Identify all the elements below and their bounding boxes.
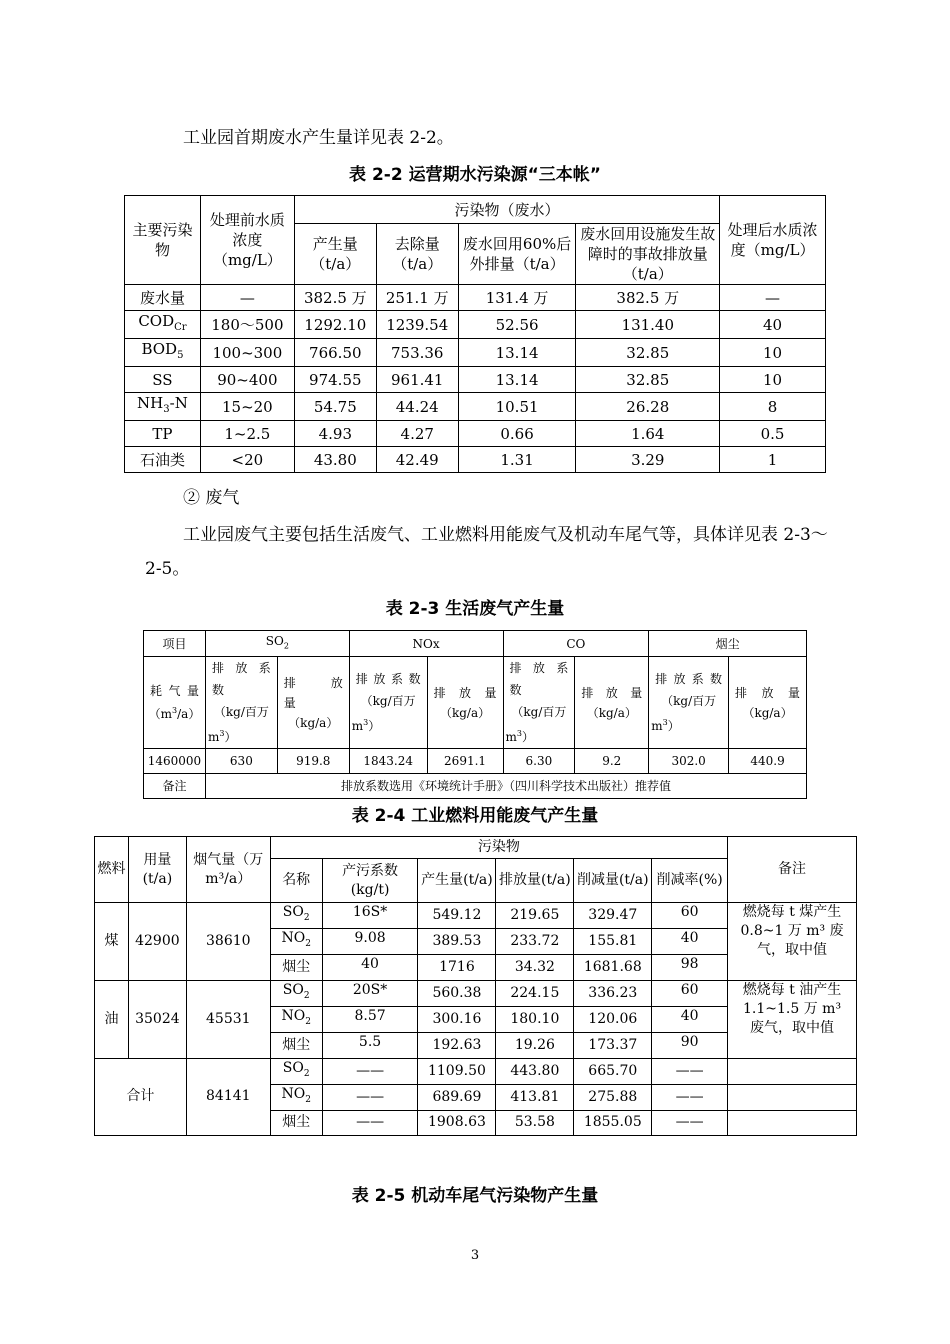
cell-remove: 753.36 — [376, 339, 458, 367]
table-row — [125, 285, 826, 311]
cell-rate: —— — [652, 1084, 728, 1110]
intro-paragraph: 工业园首期废水产生量详见表 2-2。 — [183, 128, 454, 148]
cell-reduce: 173.37 — [574, 1033, 652, 1059]
industrial-fuel-table — [94, 836, 857, 1136]
cell-rate: 60 — [652, 903, 728, 929]
table-row — [125, 447, 826, 473]
cell-produce: 1908.63 — [418, 1110, 496, 1135]
rate-header: 削减率(%) — [652, 859, 728, 903]
emit-header: 排放量(t/a) — [496, 859, 574, 903]
cell-remove: 44.24 — [376, 393, 458, 421]
header-produce: 产生量（t/a） — [294, 224, 376, 285]
cell-produce: 389.53 — [418, 929, 496, 955]
header-before: 处理前水质浓度（mg/L） — [200, 196, 294, 285]
cell-before: 180～500 — [200, 311, 294, 339]
pollutant-name: $SO_2$ — [270, 1059, 322, 1085]
cell-produce: 1109.50 — [418, 1059, 496, 1085]
domestic-gas-table — [143, 630, 807, 799]
cell-emit: 53.58 — [496, 1110, 574, 1135]
produce-header: 产生量(t/a) — [418, 859, 496, 903]
table-row — [125, 421, 826, 447]
cell-accident: 1.64 — [576, 421, 720, 447]
value-cell: 440.9 — [729, 749, 807, 774]
cell-accident: 382.5 万 — [576, 285, 720, 311]
cell-note — [728, 1110, 857, 1135]
pollutant-name: $SO_2$ — [270, 903, 322, 929]
table-row — [95, 1059, 857, 1085]
pollutant-name: $BOD_5$ — [125, 339, 201, 367]
cell-remove: 42.49 — [376, 447, 458, 473]
factor-unit-header: 排 放 系 数 （kg/百万 $m^3$） — [205, 657, 277, 749]
value-cell: 1843.24 — [349, 749, 427, 774]
fuel-note: 燃烧每 t 煤产生 0.8~1 万 m³ 废气，取中值 — [728, 903, 857, 981]
table-2-5-caption: 表 2-5 机动车尾气污染物产生量 — [351, 1186, 599, 1206]
note-label: 备注 — [144, 774, 206, 799]
cell-reuse: 131.4 万 — [458, 285, 576, 311]
cell-factor: 20S* — [322, 981, 418, 1007]
note-text: 排放系数选用《环境统计手册》（四川科学技术出版社）推荐值 — [205, 774, 806, 799]
pollutant-name: $NH_3-N$ — [125, 393, 201, 421]
flue-cell: 45531 — [186, 981, 270, 1059]
table-row — [125, 367, 826, 393]
cell-factor: 9.08 — [322, 929, 418, 955]
cell-produce: 1716 — [418, 955, 496, 981]
cell-emit: 180.10 — [496, 1007, 574, 1033]
cell-reduce: 275.88 — [574, 1084, 652, 1110]
value-cell: 9.2 — [575, 749, 649, 774]
nox-header: NOx — [349, 631, 503, 657]
cell-after: 10 — [720, 367, 826, 393]
cell-accident: 32.85 — [576, 339, 720, 367]
cell-produce: 300.16 — [418, 1007, 496, 1033]
value-cell: 630 — [205, 749, 277, 774]
reduce-header: 削减量(t/a) — [574, 859, 652, 903]
pollutant-name: $SO_2$ — [270, 981, 322, 1007]
pollutant-name: 石油类 — [125, 447, 201, 473]
cell-after: 1 — [720, 447, 826, 473]
cell-produce: 4.93 — [294, 421, 376, 447]
so2-header: $SO_2$ — [205, 631, 349, 657]
cell-produce: 192.63 — [418, 1033, 496, 1059]
value-cell: 1460000 — [144, 749, 206, 774]
cell-produce: 382.5 万 — [294, 285, 376, 311]
fuel-header: 燃料 — [95, 837, 129, 903]
header-accident: 废水回用设施发生故障时的事故排放量（t/a） — [576, 224, 720, 285]
cell-after: — — [720, 285, 826, 311]
cell-reduce: 329.47 — [574, 903, 652, 929]
cell-emit: 219.65 — [496, 903, 574, 929]
cell-reuse: 1.31 — [458, 447, 576, 473]
cell-produce: 689.69 — [418, 1084, 496, 1110]
flue-cell: 38610 — [186, 903, 270, 981]
cell-accident: 32.85 — [576, 367, 720, 393]
cell-after: 0.5 — [720, 421, 826, 447]
amount-cell: 35024 — [128, 981, 186, 1059]
value-cell: 919.8 — [277, 749, 349, 774]
cell-reuse: 13.14 — [458, 367, 576, 393]
co-header: CO — [503, 631, 649, 657]
pollutant-name: SS — [125, 367, 201, 393]
header-pollutant: 主要污染物 — [125, 196, 201, 285]
cell-note — [728, 1059, 857, 1085]
cell-rate: 40 — [652, 1007, 728, 1033]
cell-before: — — [200, 285, 294, 311]
flue-header: 烟气量（万m³/a） — [186, 837, 270, 903]
cell-reduce: 120.06 — [574, 1007, 652, 1033]
fuel-cell: 煤 — [95, 903, 129, 981]
pollutant-name: 烟尘 — [270, 1033, 322, 1059]
pollutant-name: $NO_2$ — [270, 1007, 322, 1033]
cell-remove: 251.1 万 — [376, 285, 458, 311]
gas-heading: ② 废气 — [183, 488, 240, 508]
emission-unit-header: 排 放 量 （kg/a） — [729, 657, 807, 749]
gas-consumption-header: 耗 气 量 $(m^3/a)$ — [144, 657, 206, 749]
cell-before: <20 — [200, 447, 294, 473]
cell-reduce: 336.23 — [574, 981, 652, 1007]
cell-reduce: 1855.05 — [574, 1110, 652, 1135]
cell-produce: 54.75 — [294, 393, 376, 421]
cell-remove: 4.27 — [376, 421, 458, 447]
cell-reuse: 0.66 — [458, 421, 576, 447]
cell-factor: —— — [322, 1110, 418, 1135]
cell-produce: 43.80 — [294, 447, 376, 473]
cell-factor: —— — [322, 1059, 418, 1085]
cell-reuse: 13.14 — [458, 339, 576, 367]
total-flue: 84141 — [186, 1059, 270, 1136]
header-after: 处理后水质浓度（mg/L） — [720, 196, 826, 285]
name-header: 名称 — [270, 859, 322, 903]
table-row — [125, 339, 826, 367]
pollutant-name: $COD_{Cr}$ — [125, 311, 201, 339]
page-number: 3 — [470, 1248, 480, 1263]
cell-emit: 224.15 — [496, 981, 574, 1007]
pollutant-name: $NO_2$ — [270, 929, 322, 955]
cell-reduce: 665.70 — [574, 1059, 652, 1085]
pollutant-name: 废水量 — [125, 285, 201, 311]
fuel-note: 燃烧每 t 油产生 1.1~1.5 万 m³ 废气，取中值 — [728, 981, 857, 1059]
cell-produce: 1292.10 — [294, 311, 376, 339]
gas-paragraph: 工业园废气主要包括生活废气、工业燃料用能废气及机动车尾气等，具体详见表 2-3～2-5。 — [145, 525, 828, 579]
total-label: 合计 — [95, 1059, 187, 1136]
table-2-2-caption: 表 2-2 运营期水污染源“三本帐” — [349, 165, 601, 185]
table-row — [125, 311, 826, 339]
cell-accident: 131.40 — [576, 311, 720, 339]
cell-emit: 233.72 — [496, 929, 574, 955]
cell-accident: 3.29 — [576, 447, 720, 473]
cell-rate: —— — [652, 1059, 728, 1085]
cell-before: 100~300 — [200, 339, 294, 367]
amount-cell: 42900 — [128, 903, 186, 981]
cell-after: 40 — [720, 311, 826, 339]
item-header: 项目 — [144, 631, 206, 657]
value-cell: 2691.1 — [427, 749, 503, 774]
value-cell: 6.30 — [503, 749, 575, 774]
cell-remove: 1239.54 — [376, 311, 458, 339]
table-row — [95, 981, 857, 1007]
cell-before: 90~400 — [200, 367, 294, 393]
pollutant-name: $NO_2$ — [270, 1084, 322, 1110]
pollutant-header: 污染物 — [270, 837, 727, 859]
header-remove: 去除量（t/a） — [376, 224, 458, 285]
cell-rate: 40 — [652, 929, 728, 955]
cell-factor: 8.57 — [322, 1007, 418, 1033]
factor-header: 产污系数(kg/t) — [322, 859, 418, 903]
cell-reuse: 10.51 — [458, 393, 576, 421]
pollutant-name: 烟尘 — [270, 955, 322, 981]
cell-note — [728, 1084, 857, 1110]
cell-factor: 5.5 — [322, 1033, 418, 1059]
cell-after: 8 — [720, 393, 826, 421]
cell-emit: 413.81 — [496, 1084, 574, 1110]
dust-header: 烟尘 — [649, 631, 807, 657]
cell-produce: 560.38 — [418, 981, 496, 1007]
table-row — [95, 903, 857, 929]
cell-factor: 16S* — [322, 903, 418, 929]
wastewater-table — [124, 195, 826, 473]
cell-remove: 961.41 — [376, 367, 458, 393]
emission-unit-header: 排 放 量 （kg/a） — [277, 657, 349, 749]
cell-before: 15~20 — [200, 393, 294, 421]
factor-unit-header: 排 放 系 数 （kg/百万 $m^3$） — [649, 657, 729, 749]
cell-emit: 34.32 — [496, 955, 574, 981]
note-header: 备注 — [728, 837, 857, 903]
emission-unit-header: 排 放 量 （kg/a） — [575, 657, 649, 749]
cell-rate: —— — [652, 1110, 728, 1135]
emission-unit-header: 排 放 量 （kg/a） — [427, 657, 503, 749]
fuel-cell: 油 — [95, 981, 129, 1059]
cell-produce: 974.55 — [294, 367, 376, 393]
cell-produce: 766.50 — [294, 339, 376, 367]
cell-factor: 40 — [322, 955, 418, 981]
cell-produce: 549.12 — [418, 903, 496, 929]
cell-before: 1~2.5 — [200, 421, 294, 447]
table-row — [125, 393, 826, 421]
cell-emit: 443.80 — [496, 1059, 574, 1085]
pollutant-name: TP — [125, 421, 201, 447]
cell-rate: 98 — [652, 955, 728, 981]
cell-rate: 90 — [652, 1033, 728, 1059]
header-reuse: 废水回用60%后外排量（t/a） — [458, 224, 576, 285]
cell-accident: 26.28 — [576, 393, 720, 421]
amount-header: 用量(t/a) — [128, 837, 186, 903]
cell-factor: —— — [322, 1084, 418, 1110]
pollutant-name: 烟尘 — [270, 1110, 322, 1135]
cell-after: 10 — [720, 339, 826, 367]
factor-unit-header: 排 放 系 数 （kg/百万 $m^3$） — [503, 657, 575, 749]
table-2-4-caption: 表 2-4 工业燃料用能废气产生量 — [351, 806, 599, 826]
cell-reduce: 1681.68 — [574, 955, 652, 981]
value-cell: 302.0 — [649, 749, 729, 774]
cell-rate: 60 — [652, 981, 728, 1007]
cell-reuse: 52.56 — [458, 311, 576, 339]
factor-unit-header: 排 放 系 数 （kg/百万 $m^3$） — [349, 657, 427, 749]
cell-reduce: 155.81 — [574, 929, 652, 955]
cell-emit: 19.26 — [496, 1033, 574, 1059]
header-group: 污染物（废水） — [294, 196, 719, 224]
table-2-3-caption: 表 2-3 生活废气产生量 — [385, 599, 565, 619]
